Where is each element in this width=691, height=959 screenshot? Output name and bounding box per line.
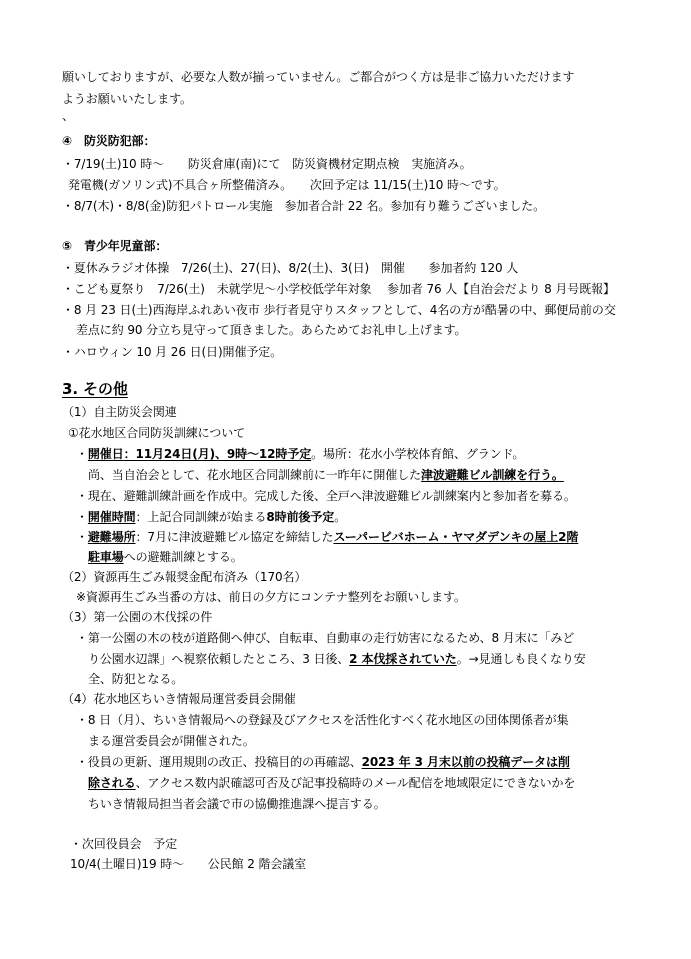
youth-line-3: ・8 月 23 日(土)西海岸ふれあい夜市 歩行者見守りスタッフとして、4名の方が酷暑の中、郵便局前の交 <box>62 303 616 317</box>
time-post: 。 <box>334 510 347 524</box>
s4-line-2: まる運営委員会が開催された。 <box>88 734 255 748</box>
section-3-title: 3. その他 <box>62 380 128 398</box>
s3-line-2-post: 。→見通しも良くなり安 <box>456 652 586 666</box>
s4-line-3 <box>76 754 570 770</box>
youth-line-2: ・こども夏祭り 7/26(土) 未就学児～小学校低学年対象 参加者 76 人【自治会だより 8 月号既報】 <box>62 282 615 296</box>
data-deletion-emphasis: 2023 年 3 月末以前の投稿データは削 <box>361 755 570 769</box>
s2-title: （2）資源再生ごみ報奨金配布済み（170名） <box>62 570 307 584</box>
bullet: ・ <box>76 510 88 524</box>
s3-line-2 <box>88 651 586 667</box>
s3-title: （3）第一公園の木伐採の件 <box>62 610 213 624</box>
s1-line-2-text: 尚、当自治会として、花水地区合同訓練前に一昨年に開催した <box>88 468 421 482</box>
s1-date-line <box>76 446 524 462</box>
youth-heading: ⑤ 青少年児童部： <box>62 239 168 253</box>
s1-line-2 <box>88 467 564 483</box>
s1-place-line <box>76 529 578 545</box>
youth-line-4: 差点に約 90 分立ち見守って頂きました。あらためてお礼申し上げます。 <box>76 323 467 337</box>
s3-line-3: 全、防犯となる。 <box>88 672 184 686</box>
place-mid: ：7月に津波避難ビル協定を締結した <box>135 530 334 544</box>
tsunami-drill-emphasis: 津波避難ビル訓練を行う。 <box>420 468 564 482</box>
intro-line-1: 願いしておりますが、必要な人数が揃っていません。ご都合がつく方は是非ご協力いただけます <box>62 70 575 84</box>
s4-line-4-text: 、アクセス数内訳確認可否及び記事投稿時のメール配信を地域限定にできないかを <box>135 776 576 790</box>
youth-line-1: ・夏休みラジオ体操 7/26(土)、27(日)、8/2(土)、3(日) 開催 参加者約 120 人 <box>62 261 519 275</box>
time-label: 開催時間 <box>87 510 136 524</box>
s4-line-4 <box>88 775 575 791</box>
s1-time-line <box>76 509 346 525</box>
bullet: ・ <box>76 447 88 461</box>
s4-title: （4）花水地区ちいき情報局運営委員会開催 <box>62 692 296 706</box>
s1-line-3: ・現在、避難訓練計画を作成中。完成した後、全戸へ津波避難ビル訓練案内と参加者を募る。 <box>76 489 576 503</box>
s1-subtitle: ①花水地区合同防災訓練について <box>68 426 246 440</box>
s4-line-5: ちいき情報局担当者会議で市の協働推進課へ提言する。 <box>88 797 386 811</box>
bosai-heading: ④ 防災防犯部： <box>62 134 156 148</box>
bosai-line-1: ・7/19(土)10 時～ 防災倉庫(南)にて 防災資機材定期点検 実施済み。 <box>62 157 472 171</box>
date-label: 開催日 <box>87 447 124 461</box>
intro-line-2: ようお願いいたします。 <box>62 92 192 106</box>
youth-line-5: ・ハロウィン 10 月 26 日(日)開催予定。 <box>62 345 283 359</box>
bosai-line-3: ・8/7(木)・8/8(金)防犯パトロール実施 参加者合計 22 名。参加有り難うございました。 <box>62 199 545 213</box>
s1-title: （1）自主防災会関連 <box>62 405 177 419</box>
place-label: 避難場所 <box>87 530 136 544</box>
trees-cut-emphasis: 2 本伐採されていた <box>349 652 457 666</box>
bullet: ・ <box>76 530 88 544</box>
date-value: ：11月24日(月)、9時～12時予定 <box>123 447 312 461</box>
time-value: 8時前後予定 <box>266 510 335 524</box>
place-value: スーパービバホーム・ヤマダデンキの屋上2階 <box>333 530 579 544</box>
bosai-line-2: 発電機(ガソリン式)不具合ヶ所整備済み。 次回予定は 11/15(土)10 時～です。 <box>68 178 506 192</box>
data-deletion-emphasis-cont: 除される <box>88 776 136 790</box>
next-meeting-detail: 10/4(土曜日)19 時～ 公民館 2 階会議室 <box>70 857 307 871</box>
stray-mark: 、 <box>62 109 74 123</box>
date-post: 。場所：花水小学校体育館、グランド。 <box>311 447 525 461</box>
s1-place-line-2 <box>88 549 243 565</box>
place-value-cont: 駐車場 <box>88 550 124 564</box>
place-post: への避難訓練とする。 <box>123 550 243 564</box>
s2-line-1: ※資源再生ごみ当番の方は、前日の夕方にコンテナ整列をお願いします。 <box>76 590 466 604</box>
s3-line-2-text: り公園水辺課」へ視察依頼したところ、3 日後、 <box>88 652 350 666</box>
next-meeting-label: ・次回役員会 予定 <box>70 837 178 851</box>
s4-line-1: ・8 日（月）、ちいき情報局への登録及びアクセスを活性化すべく花水地区の団体関係者が集 <box>76 713 569 727</box>
s3-line-1: ・第一公園の木の枝が道路側へ伸び、自転車、自動車の走行妨害になるため、8 月末に「みど <box>76 631 575 645</box>
time-mid: ：上記合同訓練が始まる <box>135 510 267 524</box>
s4-line-3-text: ・役員の更新、運用規則の改正、投稿目的の再確認、 <box>76 755 362 769</box>
